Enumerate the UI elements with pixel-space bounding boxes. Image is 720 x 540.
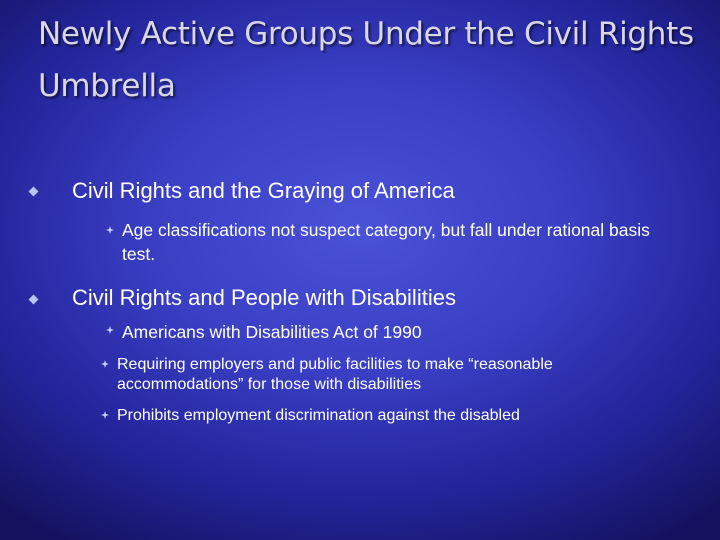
bullet-graying-of-america: Civil Rights and the Graying of America <box>72 178 455 203</box>
bullet-people-with-disabilities: Civil Rights and People with Disabilities <box>72 285 456 310</box>
slide-title: Newly Active Groups Under the Civil Rights Umbrella <box>38 16 694 104</box>
sub-sub-bullet-reasonable-accommodations: Requiring employers and public facilities to make “reasonable accommodations” for those with disabilities <box>117 356 553 393</box>
diamond-bullet-icon <box>29 187 39 197</box>
star-bullet-icon <box>101 360 109 368</box>
sub-bullet-age-classifications: Age classifications not suspect category, but fall under rational basis test. <box>122 220 650 264</box>
star-bullet-icon <box>101 411 109 419</box>
sub-sub-bullet-prohibits-discrimination: Prohibits employment discrimination against the disabled <box>117 407 520 424</box>
diamond-bullet-icon <box>29 295 39 305</box>
star-bullet-icon <box>106 326 114 334</box>
sub-bullet-ada-1990: Americans with Disabilities Act of 1990 <box>122 322 422 342</box>
star-bullet-icon <box>106 226 114 234</box>
